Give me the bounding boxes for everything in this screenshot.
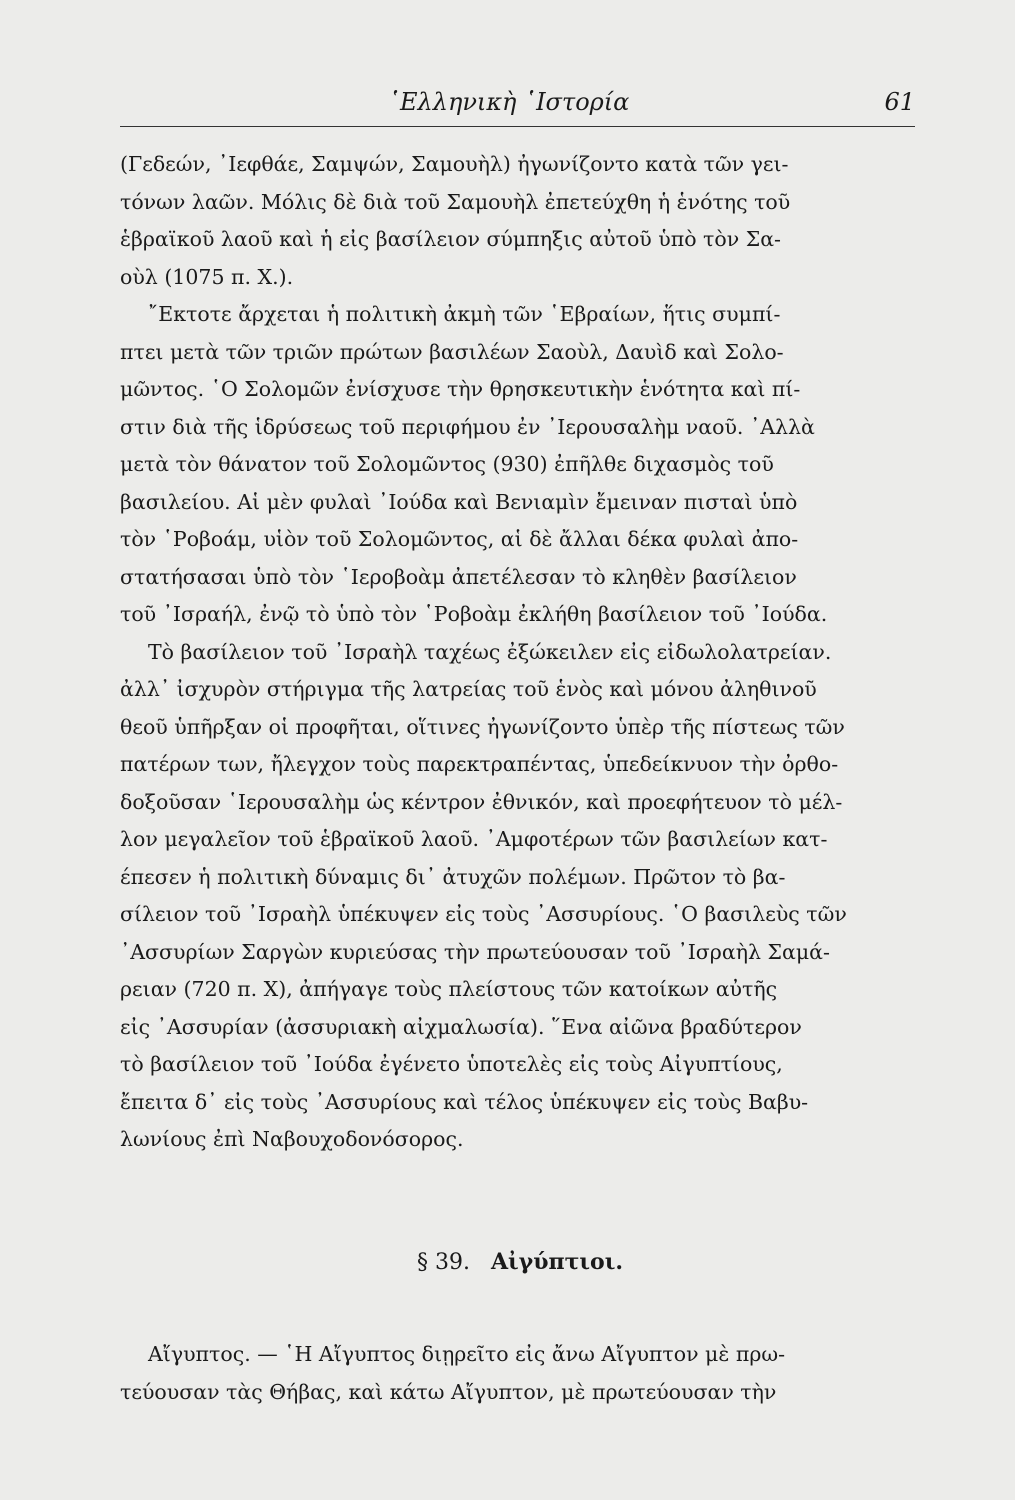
text-line: πατέρων των, ἤλεγχον τοὺς παρεκτραπέντας, ὑπεδείκνυον τὴν ὀρθο- — [120, 752, 839, 776]
text-line: μετὰ τὸν θάνατον τοῦ Σολομῶντος (930) ἐπῆλθε διχασμὸς τοῦ — [120, 452, 774, 476]
page-number: 61 — [884, 88, 915, 116]
text-line: λον μεγαλεῖον τοῦ ἑβραϊκοῦ λαοῦ. ᾿Αμφοτέρων τῶν βασιλείων κατ- — [120, 827, 828, 851]
main-text — [120, 146, 920, 1159]
text-line: ῎Εκτοτε ἄρχεται ἡ πολιτικὴ ἀκμὴ τῶν ῾Εβραίων, ἥτις συμπί- — [148, 302, 781, 326]
text-line: πτει μετὰ τῶν τριῶν πρώτων βασιλέων Σαοὺλ, Δαυὶδ καὶ Σολο- — [120, 339, 784, 364]
text-line: (Γεδεών, ᾿Ιεφθάε, Σαμψών, Σαμουὴλ) ἠγωνίζοντο κατὰ τῶν γει- — [120, 152, 789, 176]
text-line: λωνίους ἐπὶ Ναβουχοδονόσορος. — [120, 1127, 464, 1151]
text-line: Τὸ βασίλειον τοῦ ᾿Ισραὴλ ταχέως ἐξώκειλεν εἰς εἰδωλολατρείαν. — [148, 639, 832, 664]
paragraph-1 — [120, 146, 920, 296]
running-title: ῾Ελληνικὴ ῾Ιστορία — [388, 88, 630, 116]
text-line: ἑβραϊκοῦ λαοῦ καὶ ἡ εἰς βασίλειον σύμπηξις αὐτοῦ ὑπὸ τὸν Σα- — [120, 227, 781, 251]
paragraph-4 — [120, 1336, 920, 1411]
text-line: τὸ βασίλειον τοῦ ᾿Ιούδα ἐγένετο ὑποτελὲς εἰς τοὺς Αἰγυπτίους, — [120, 1052, 783, 1076]
text-line: τοῦ ᾿Ισραήλ, ἐνῷ τὸ ὑπὸ τὸν ῾Ροβοὰμ ἐκλήθη βασίλειον τοῦ ᾿Ιούδα. — [120, 602, 828, 626]
text-line: θεοῦ ὑπῆρξαν οἱ προφῆται, οἵτινες ἠγωνίζοντο ὑπὲρ τῆς πίστεως τῶν — [120, 714, 845, 739]
section-39 — [120, 1242, 920, 1337]
text-line: τὸν ῾Ροβοάμ, υἱὸν τοῦ Σολομῶντος, αἱ δὲ ἄλλαι δέκα φυλαὶ ἀπο- — [120, 527, 799, 551]
header-rule — [120, 126, 915, 127]
text-line: ρειαν (720 π. Χ), ἀπήγαγε τοὺς πλείστους τῶν κατοίκων αὐτῆς — [120, 977, 778, 1001]
text-line: βασιλείου. Αἱ μὲν φυλαὶ ᾿Ιούδα καὶ Βενιαμὶν ἔμειναν πισταὶ ὑπὸ — [120, 489, 798, 514]
text-line: Αἴγυπτος. — ῾Η Αἴγυπτος διῃρεῖτο εἰς ἄνω Αἴγυπτον μὲ πρω- — [148, 1342, 786, 1366]
section-number: § 39. — [416, 1250, 470, 1275]
text-line: στατήσασαι ὑπὸ τὸν ῾Ιεροβοὰμ ἀπετέλεσαν τὸ κληθὲν βασίλειον — [120, 564, 797, 589]
section-title: Αἰγύπτιοι. — [490, 1249, 624, 1275]
running-header — [120, 88, 915, 124]
text-line: οὺλ (1075 π. Χ.). — [120, 264, 294, 289]
paragraph-3 — [120, 634, 920, 1159]
text-line: τόνων λαῶν. Μόλις δὲ διὰ τοῦ Σαμουὴλ ἐπετεύχθη ἡ ἑνότης τοῦ — [120, 189, 791, 214]
text-line: εἰς ᾿Ασσυρίαν (ἀσσυριακὴ αἰχμαλωσία). ῞Ενα αἰῶνα βραδύτερον — [120, 1014, 802, 1039]
text-line: τεύουσαν τὰς Θήβας, καὶ κάτω Αἴγυπτον, μὲ πρωτεύουσαν τὴν — [120, 1379, 777, 1404]
text-line: ἀλλ᾿ ἰσχυρὸν στήριγμα τῆς λατρείας τοῦ ἑνὸς καὶ μόνου ἀληθινοῦ — [120, 677, 817, 701]
text-line: μῶντος. ῾Ο Σολομῶν ἐνίσχυσε τὴν θρησκευτικὴν ἑνότητα καὶ πί- — [120, 377, 801, 401]
text-line: δοξοῦσαν ῾Ιερουσαλὴμ ὡς κέντρον ἐθνικόν, καὶ προεφήτευον τὸ μέλ- — [120, 789, 843, 814]
section-heading — [120, 1242, 920, 1282]
text-line: σίλειον τοῦ ᾿Ισραὴλ ὑπέκυψεν εἰς τοὺς ᾿Ασσυρίους. ῾Ο βασιλεὺς τῶν — [120, 902, 847, 926]
text-line: στιν διὰ τῆς ἱδρύσεως τοῦ περιφήμου ἐν ᾿Ιερουσαλὴμ ναοῦ. ᾿Αλλὰ — [120, 414, 815, 439]
text-line: ἔπειτα δ᾿ εἰς τοὺς ᾿Ασσυρίους καὶ τέλος ὑπέκυψεν εἰς τοὺς Βαβυ- — [120, 1089, 809, 1114]
paragraph-2 — [120, 296, 920, 634]
text-line: ᾿Ασσυρίων Σαργὼν κυριεύσας τὴν πρωτεύουσαν τοῦ ᾿Ισραὴλ Σαμά- — [120, 939, 830, 964]
text-line: έπεσεν ἡ πολιτικὴ δύναμις δι᾿ ἀτυχῶν πολέμων. Πρῶτον τὸ βα- — [120, 864, 786, 889]
